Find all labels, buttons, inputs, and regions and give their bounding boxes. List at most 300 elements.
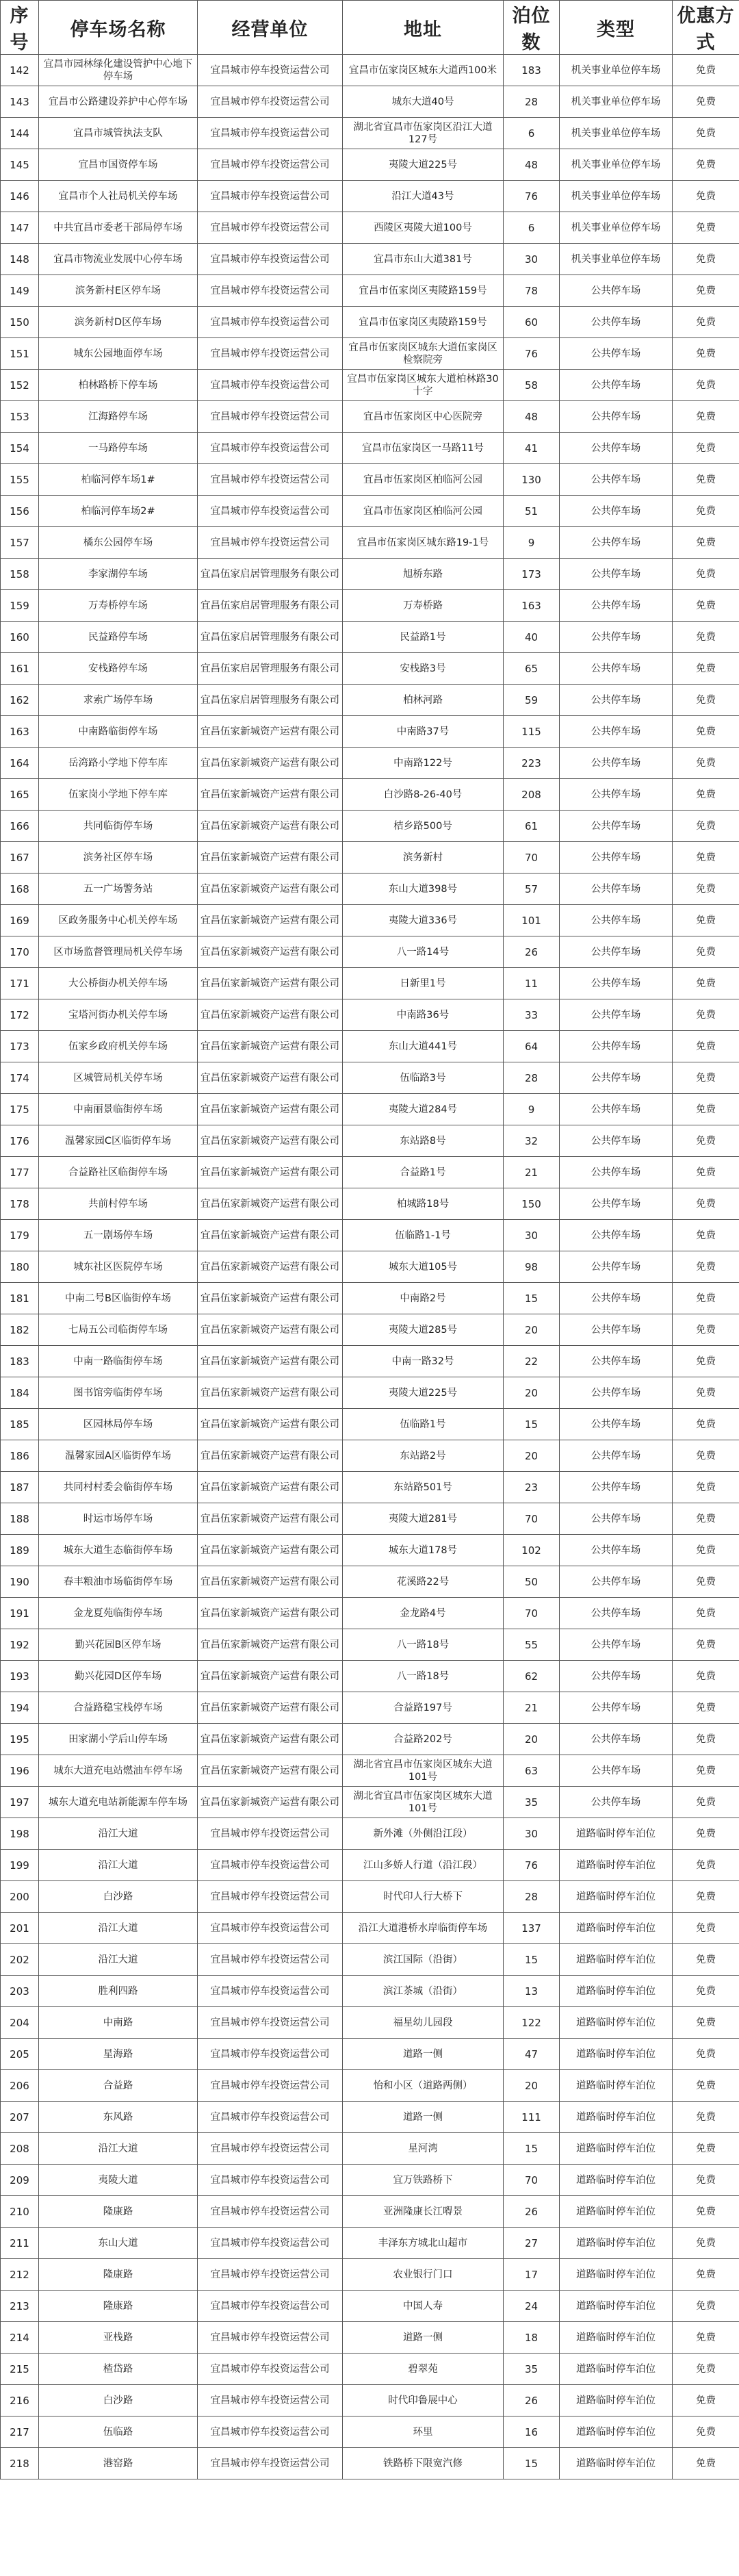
cell-type: 道路临时停车泊位	[560, 2102, 673, 2133]
cell-lot-name: 沿江大道	[39, 1944, 198, 1976]
cell-discount: 免费	[673, 1850, 739, 1881]
table-row	[1, 244, 739, 275]
cell-address: 花溪路22号	[343, 1566, 504, 1598]
cell-operator: 宜昌伍家新城资产运营有限公司	[198, 1220, 343, 1251]
cell-operator: 宜昌城市停车投资运营公司	[198, 275, 343, 307]
cell-type: 公共停车场	[560, 1031, 673, 1062]
cell-lot-name: 万寿桥停车场	[39, 590, 198, 622]
cell-discount: 免费	[673, 181, 739, 212]
cell-address: 日新里1号	[343, 968, 504, 999]
cell-lot-name: 伍临路	[39, 2416, 198, 2448]
cell-spaces: 115	[504, 716, 560, 748]
cell-spaces: 20	[504, 1377, 560, 1409]
cell-discount: 免费	[673, 1251, 739, 1283]
cell-lot-name: 五一广场警务站	[39, 873, 198, 905]
cell-discount: 免费	[673, 559, 739, 590]
cell-type: 道路临时停车泊位	[560, 2259, 673, 2291]
cell-lot-name: 柏临河停车场2#	[39, 496, 198, 527]
cell-address: 夷陵大道225号	[343, 1377, 504, 1409]
cell-discount: 免费	[673, 401, 739, 433]
cell-seq: 152	[1, 370, 39, 401]
cell-discount: 免费	[673, 811, 739, 842]
header-operator: 经营单位	[198, 1, 343, 55]
cell-lot-name: 胜利四路	[39, 1976, 198, 2007]
cell-seq: 191	[1, 1598, 39, 1629]
cell-discount: 免费	[673, 1661, 739, 1692]
cell-lot-name: 区政务服务中心机关停车场	[39, 905, 198, 936]
cell-lot-name: 中南一路临街停车场	[39, 1346, 198, 1377]
cell-type: 公共停车场	[560, 1755, 673, 1787]
cell-seq: 150	[1, 307, 39, 338]
cell-address: 万寿桥路	[343, 590, 504, 622]
cell-address: 江山多娇人行道（沿江段）	[343, 1850, 504, 1881]
table-row	[1, 496, 739, 527]
cell-discount: 免费	[673, 905, 739, 936]
cell-discount: 免费	[673, 527, 739, 559]
cell-seq: 183	[1, 1346, 39, 1377]
cell-operator: 宜昌伍家新城资产运营有限公司	[198, 1031, 343, 1062]
cell-spaces: 65	[504, 653, 560, 685]
cell-seq: 159	[1, 590, 39, 622]
cell-operator: 宜昌伍家新城资产运营有限公司	[198, 716, 343, 748]
table-row	[1, 1094, 739, 1125]
cell-discount: 免费	[673, 1692, 739, 1724]
table-row	[1, 2228, 739, 2259]
cell-discount: 免费	[673, 1094, 739, 1125]
cell-type: 机关事业单位停车场	[560, 244, 673, 275]
cell-spaces: 48	[504, 149, 560, 181]
cell-address: 湖北省宜昌市伍家岗区沿江大道127号	[343, 118, 504, 149]
table-header-row	[1, 1, 739, 55]
cell-operator: 宜昌城市停车投资运营公司	[198, 2228, 343, 2259]
cell-lot-name: 区城管局机关停车场	[39, 1062, 198, 1094]
cell-spaces: 208	[504, 779, 560, 811]
cell-spaces: 32	[504, 1125, 560, 1157]
cell-seq: 186	[1, 1440, 39, 1472]
cell-operator: 宜昌伍家新城资产运营有限公司	[198, 999, 343, 1031]
cell-address: 伍临路1号	[343, 1409, 504, 1440]
cell-lot-name: 时运市场停车场	[39, 1503, 198, 1535]
table-row	[1, 1535, 739, 1566]
cell-spaces: 150	[504, 1188, 560, 1220]
cell-seq: 187	[1, 1472, 39, 1503]
cell-seq: 174	[1, 1062, 39, 1094]
cell-operator: 宜昌城市停车投资运营公司	[198, 118, 343, 149]
cell-lot-name: 五一剧场停车场	[39, 1220, 198, 1251]
cell-address: 伍临路1-1号	[343, 1220, 504, 1251]
cell-seq: 202	[1, 1944, 39, 1976]
cell-lot-name: 城东社区医院停车场	[39, 1251, 198, 1283]
table-row	[1, 1881, 739, 1913]
cell-operator: 宜昌伍家新城资产运营有限公司	[198, 1283, 343, 1314]
cell-seq: 189	[1, 1535, 39, 1566]
table-row	[1, 2291, 739, 2322]
table-body	[1, 55, 739, 2479]
cell-address: 金龙路4号	[343, 1598, 504, 1629]
cell-seq: 158	[1, 559, 39, 590]
cell-spaces: 23	[504, 1472, 560, 1503]
cell-operator: 宜昌伍家新城资产运营有限公司	[198, 1062, 343, 1094]
cell-seq: 169	[1, 905, 39, 936]
cell-address: 合益路202号	[343, 1724, 504, 1755]
cell-type: 公共停车场	[560, 1629, 673, 1661]
cell-type: 公共停车场	[560, 1346, 673, 1377]
cell-address: 铁路桥下限宽汽修	[343, 2448, 504, 2479]
table-row	[1, 2007, 739, 2039]
cell-lot-name: 共同村村委会临街停车场	[39, 1472, 198, 1503]
cell-type: 机关事业单位停车场	[560, 118, 673, 149]
cell-spaces: 17	[504, 2259, 560, 2291]
cell-lot-name: 滨务社区停车场	[39, 842, 198, 873]
table-row	[1, 433, 739, 464]
cell-seq: 175	[1, 1094, 39, 1125]
cell-address: 旭桥东路	[343, 559, 504, 590]
cell-lot-name: 宜昌市园林绿化建设管护中心地下停车场	[39, 55, 198, 86]
cell-seq: 212	[1, 2259, 39, 2291]
cell-lot-name: 共前村停车场	[39, 1188, 198, 1220]
cell-discount: 免费	[673, 2416, 739, 2448]
cell-operator: 宜昌伍家新城资产运营有限公司	[198, 842, 343, 873]
cell-lot-name: 夷陵大道	[39, 2165, 198, 2196]
cell-address: 福星幼儿园段	[343, 2007, 504, 2039]
cell-seq: 177	[1, 1157, 39, 1188]
cell-discount: 免费	[673, 685, 739, 716]
cell-type: 公共停车场	[560, 1157, 673, 1188]
cell-discount: 免费	[673, 748, 739, 779]
cell-lot-name: 伍家岗小学地下停车库	[39, 779, 198, 811]
cell-spaces: 24	[504, 2291, 560, 2322]
table-row	[1, 842, 739, 873]
cell-type: 公共停车场	[560, 527, 673, 559]
cell-discount: 免费	[673, 1598, 739, 1629]
cell-spaces: 76	[504, 181, 560, 212]
cell-operator: 宜昌伍家新城资产运营有限公司	[198, 779, 343, 811]
cell-discount: 免费	[673, 2007, 739, 2039]
cell-type: 公共停车场	[560, 1188, 673, 1220]
cell-type: 道路临时停车泊位	[560, 2322, 673, 2354]
cell-discount: 免费	[673, 1346, 739, 1377]
table-row	[1, 1440, 739, 1472]
table-row	[1, 559, 739, 590]
cell-address: 时代印人行大桥下	[343, 1881, 504, 1913]
cell-address: 安栈路3号	[343, 653, 504, 685]
table-row	[1, 2039, 739, 2070]
cell-type: 道路临时停车泊位	[560, 2228, 673, 2259]
cell-operator: 宜昌城市停车投资运营公司	[198, 496, 343, 527]
cell-operator: 宜昌伍家新城资产运营有限公司	[198, 1598, 343, 1629]
cell-seq: 154	[1, 433, 39, 464]
cell-spaces: 33	[504, 999, 560, 1031]
cell-type: 公共停车场	[560, 1724, 673, 1755]
header-lot-name: 停车场名称	[39, 1, 198, 55]
cell-discount: 免费	[673, 2196, 739, 2228]
cell-type: 公共停车场	[560, 1062, 673, 1094]
table-row	[1, 936, 739, 968]
cell-type: 公共停车场	[560, 905, 673, 936]
table-row	[1, 2165, 739, 2196]
cell-discount: 免费	[673, 370, 739, 401]
cell-spaces: 26	[504, 2385, 560, 2416]
cell-lot-name: 城东大道充电站新能源车停车场	[39, 1787, 198, 1818]
cell-address: 夷陵大道285号	[343, 1314, 504, 1346]
cell-address: 东山大道441号	[343, 1031, 504, 1062]
cell-type: 道路临时停车泊位	[560, 2196, 673, 2228]
cell-operator: 宜昌伍家新城资产运营有限公司	[198, 936, 343, 968]
cell-spaces: 173	[504, 559, 560, 590]
cell-spaces: 48	[504, 401, 560, 433]
table-row	[1, 2102, 739, 2133]
cell-lot-name: 中南路临街停车场	[39, 716, 198, 748]
cell-address: 东山大道398号	[343, 873, 504, 905]
cell-operator: 宜昌伍家启居管理服务有限公司	[198, 685, 343, 716]
cell-type: 公共停车场	[560, 1094, 673, 1125]
cell-type: 道路临时停车泊位	[560, 2133, 673, 2165]
cell-spaces: 30	[504, 244, 560, 275]
cell-lot-name: 橘东公园停车场	[39, 527, 198, 559]
cell-discount: 免费	[673, 1188, 739, 1220]
cell-discount: 免费	[673, 2385, 739, 2416]
table-row	[1, 2354, 739, 2385]
cell-spaces: 21	[504, 1692, 560, 1724]
cell-operator: 宜昌城市停车投资运营公司	[198, 2070, 343, 2102]
cell-address: 中南路122号	[343, 748, 504, 779]
table-row	[1, 1251, 739, 1283]
cell-discount: 免费	[673, 1157, 739, 1188]
cell-lot-name: 合益路稳宝栈停车场	[39, 1692, 198, 1724]
cell-spaces: 15	[504, 1409, 560, 1440]
cell-spaces: 6	[504, 212, 560, 244]
table-row	[1, 401, 739, 433]
cell-operator: 宜昌伍家新城资产运营有限公司	[198, 1440, 343, 1472]
cell-address: 柏林河路	[343, 685, 504, 716]
cell-address: 湖北省宜昌市伍家岗区城东大道101号	[343, 1787, 504, 1818]
cell-lot-name: 沿江大道	[39, 1850, 198, 1881]
cell-operator: 宜昌伍家新城资产运营有限公司	[198, 1535, 343, 1566]
cell-seq: 185	[1, 1409, 39, 1440]
cell-seq: 148	[1, 244, 39, 275]
cell-operator: 宜昌城市停车投资运营公司	[198, 212, 343, 244]
cell-operator: 宜昌城市停车投资运营公司	[198, 86, 343, 118]
cell-lot-name: 江海路停车场	[39, 401, 198, 433]
cell-discount: 免费	[673, 307, 739, 338]
table-row	[1, 1566, 739, 1598]
table-row	[1, 2448, 739, 2479]
cell-address: 中南路36号	[343, 999, 504, 1031]
table-row	[1, 1755, 739, 1787]
cell-lot-name: 金龙夏苑临街停车场	[39, 1598, 198, 1629]
cell-type: 公共停车场	[560, 307, 673, 338]
cell-lot-name: 东山大道	[39, 2228, 198, 2259]
cell-address: 中南路37号	[343, 716, 504, 748]
table-row	[1, 1629, 739, 1661]
cell-seq: 211	[1, 2228, 39, 2259]
cell-operator: 宜昌伍家新城资产运营有限公司	[198, 748, 343, 779]
cell-discount: 免费	[673, 1409, 739, 1440]
cell-spaces: 130	[504, 464, 560, 496]
table-row	[1, 149, 739, 181]
cell-lot-name: 勤兴花园D区停车场	[39, 1661, 198, 1692]
cell-discount: 免费	[673, 244, 739, 275]
table-row	[1, 1125, 739, 1157]
cell-spaces: 58	[504, 370, 560, 401]
cell-type: 机关事业单位停车场	[560, 212, 673, 244]
table-row	[1, 55, 739, 86]
cell-type: 公共停车场	[560, 1692, 673, 1724]
cell-lot-name: 城东公园地面停车场	[39, 338, 198, 370]
cell-type: 公共停车场	[560, 1409, 673, 1440]
cell-spaces: 35	[504, 1787, 560, 1818]
cell-discount: 免费	[673, 936, 739, 968]
cell-spaces: 21	[504, 1157, 560, 1188]
cell-spaces: 70	[504, 1503, 560, 1535]
cell-discount: 免费	[673, 1377, 739, 1409]
cell-address: 东站路8号	[343, 1125, 504, 1157]
cell-address: 环里	[343, 2416, 504, 2448]
cell-type: 道路临时停车泊位	[560, 2354, 673, 2385]
cell-seq: 149	[1, 275, 39, 307]
cell-operator: 宜昌伍家新城资产运营有限公司	[198, 1125, 343, 1157]
cell-seq: 160	[1, 622, 39, 653]
cell-operator: 宜昌伍家新城资产运营有限公司	[198, 1692, 343, 1724]
cell-type: 机关事业单位停车场	[560, 181, 673, 212]
cell-seq: 201	[1, 1913, 39, 1944]
cell-spaces: 60	[504, 307, 560, 338]
cell-type: 道路临时停车泊位	[560, 2291, 673, 2322]
table-row	[1, 118, 739, 149]
cell-spaces: 122	[504, 2007, 560, 2039]
cell-lot-name: 宜昌市城管执法支队	[39, 118, 198, 149]
cell-type: 公共停车场	[560, 811, 673, 842]
cell-discount: 免费	[673, 1944, 739, 1976]
cell-seq: 213	[1, 2291, 39, 2322]
cell-operator: 宜昌城市停车投资运营公司	[198, 2322, 343, 2354]
cell-discount: 免费	[673, 1031, 739, 1062]
cell-discount: 免费	[673, 1818, 739, 1850]
cell-seq: 190	[1, 1566, 39, 1598]
cell-address: 中南一路32号	[343, 1346, 504, 1377]
table-row	[1, 1850, 739, 1881]
cell-seq: 182	[1, 1314, 39, 1346]
cell-address: 宜万铁路桥下	[343, 2165, 504, 2196]
table-row	[1, 685, 739, 716]
cell-spaces: 223	[504, 748, 560, 779]
cell-seq: 203	[1, 1976, 39, 2007]
cell-operator: 宜昌城市停车投资运营公司	[198, 1913, 343, 1944]
cell-operator: 宜昌伍家新城资产运营有限公司	[198, 1188, 343, 1220]
cell-discount: 免费	[673, 2165, 739, 2196]
table-row	[1, 999, 739, 1031]
cell-spaces: 137	[504, 1913, 560, 1944]
cell-address: 民益路1号	[343, 622, 504, 653]
cell-lot-name: 宜昌市个人社局机关停车场	[39, 181, 198, 212]
cell-type: 机关事业单位停车场	[560, 86, 673, 118]
cell-discount: 免费	[673, 1976, 739, 2007]
cell-address: 夷陵大道225号	[343, 149, 504, 181]
table-row	[1, 1314, 739, 1346]
cell-lot-name: 七局五公司临街停车场	[39, 1314, 198, 1346]
cell-seq: 162	[1, 685, 39, 716]
cell-spaces: 28	[504, 1062, 560, 1094]
cell-operator: 宜昌城市停车投资运营公司	[198, 1976, 343, 2007]
cell-type: 公共停车场	[560, 1598, 673, 1629]
header-type: 类型	[560, 1, 673, 55]
cell-address: 夷陵大道281号	[343, 1503, 504, 1535]
cell-discount: 免费	[673, 1503, 739, 1535]
cell-spaces: 59	[504, 685, 560, 716]
cell-operator: 宜昌城市停车投资运营公司	[198, 370, 343, 401]
cell-address: 柏城路18号	[343, 1188, 504, 1220]
table-row	[1, 307, 739, 338]
cell-operator: 宜昌伍家新城资产运营有限公司	[198, 1409, 343, 1440]
cell-discount: 免费	[673, 2102, 739, 2133]
cell-spaces: 101	[504, 905, 560, 936]
cell-lot-name: 李家湖停车场	[39, 559, 198, 590]
cell-spaces: 20	[504, 1440, 560, 1472]
cell-seq: 216	[1, 2385, 39, 2416]
cell-operator: 宜昌伍家新城资产运营有限公司	[198, 1661, 343, 1692]
cell-discount: 免费	[673, 1125, 739, 1157]
cell-lot-name: 大公桥街办机关停车场	[39, 968, 198, 999]
cell-address: 宜昌市伍家岗区夷陵路159号	[343, 307, 504, 338]
cell-type: 道路临时停车泊位	[560, 2039, 673, 2070]
cell-lot-name: 隆康路	[39, 2259, 198, 2291]
table-row	[1, 653, 739, 685]
cell-discount: 免费	[673, 55, 739, 86]
cell-address: 沿江大道43号	[343, 181, 504, 212]
cell-lot-name: 一马路停车场	[39, 433, 198, 464]
cell-seq: 147	[1, 212, 39, 244]
cell-seq: 164	[1, 748, 39, 779]
cell-spaces: 70	[504, 842, 560, 873]
cell-seq: 200	[1, 1881, 39, 1913]
cell-spaces: 76	[504, 1850, 560, 1881]
cell-type: 公共停车场	[560, 275, 673, 307]
table-row	[1, 1377, 739, 1409]
cell-spaces: 15	[504, 2448, 560, 2479]
cell-type: 道路临时停车泊位	[560, 2165, 673, 2196]
cell-type: 公共停车场	[560, 936, 673, 968]
cell-lot-name: 区园林局停车场	[39, 1409, 198, 1440]
cell-seq: 188	[1, 1503, 39, 1535]
cell-lot-name: 求索广场停车场	[39, 685, 198, 716]
table-row	[1, 2385, 739, 2416]
cell-type: 机关事业单位停车场	[560, 55, 673, 86]
cell-type: 道路临时停车泊位	[560, 1881, 673, 1913]
cell-seq: 163	[1, 716, 39, 748]
cell-discount: 免费	[673, 338, 739, 370]
cell-operator: 宜昌伍家新城资产运营有限公司	[198, 1346, 343, 1377]
cell-seq: 193	[1, 1661, 39, 1692]
cell-address: 时代印鲁展中心	[343, 2385, 504, 2416]
cell-seq: 161	[1, 653, 39, 685]
cell-seq: 208	[1, 2133, 39, 2165]
cell-operator: 宜昌城市停车投资运营公司	[198, 2385, 343, 2416]
cell-operator: 宜昌伍家新城资产运营有限公司	[198, 968, 343, 999]
cell-type: 公共停车场	[560, 968, 673, 999]
cell-address: 湖北省宜昌市伍家岗区城东大道101号	[343, 1755, 504, 1787]
table-row	[1, 2196, 739, 2228]
cell-lot-name: 柏林路桥下停车场	[39, 370, 198, 401]
cell-seq: 215	[1, 2354, 39, 2385]
cell-type: 公共停车场	[560, 1787, 673, 1818]
cell-operator: 宜昌城市停车投资运营公司	[198, 433, 343, 464]
cell-spaces: 28	[504, 86, 560, 118]
table-row	[1, 1283, 739, 1314]
cell-address: 宜昌市东山大道381号	[343, 244, 504, 275]
cell-address: 八一路14号	[343, 936, 504, 968]
cell-lot-name: 东风路	[39, 2102, 198, 2133]
cell-spaces: 78	[504, 275, 560, 307]
